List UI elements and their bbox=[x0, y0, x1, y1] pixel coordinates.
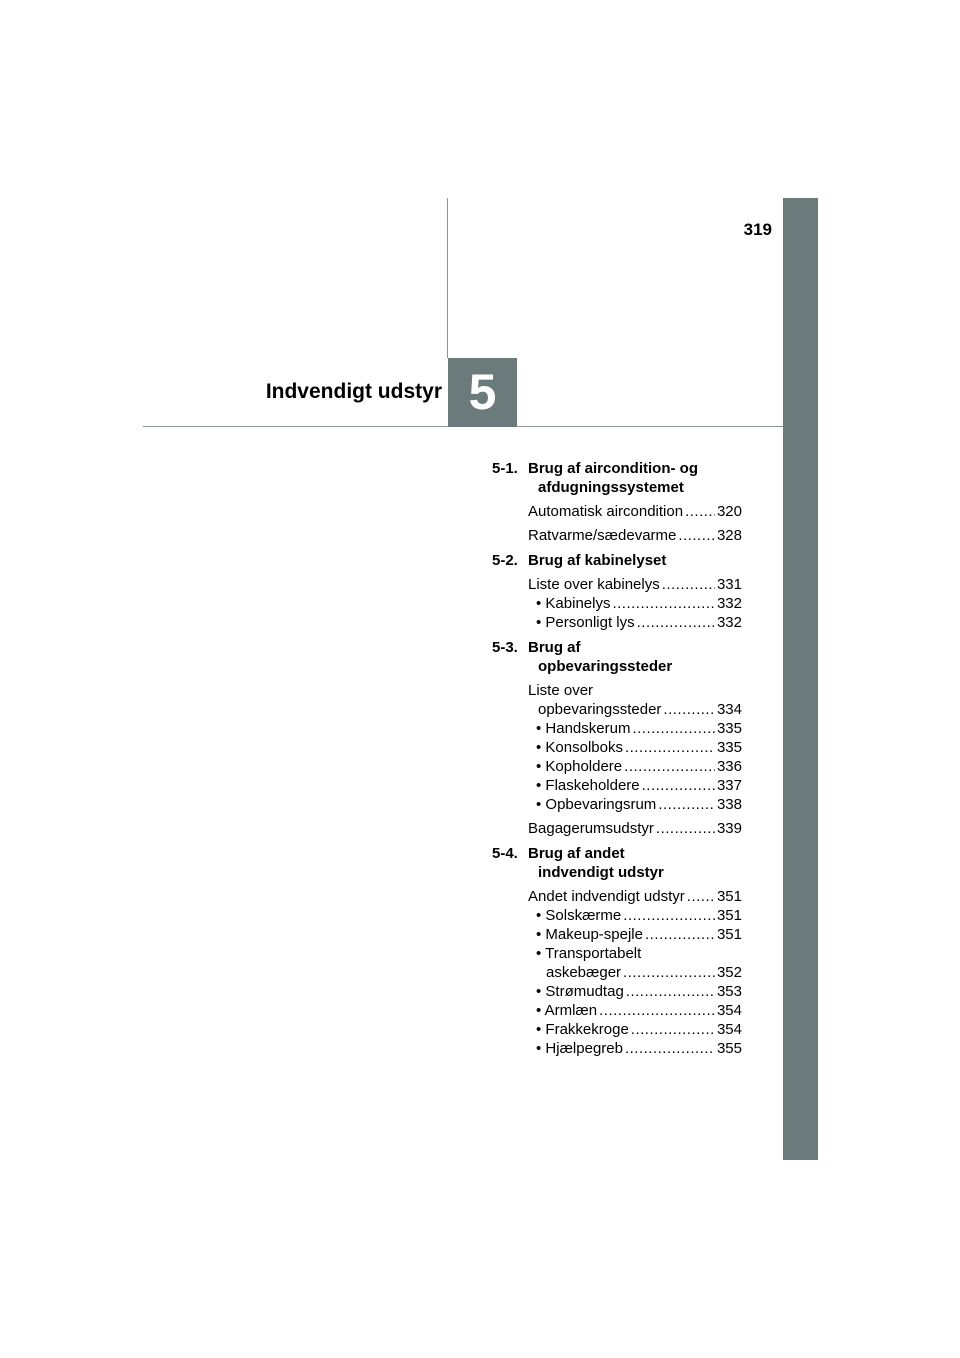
section-number: 5-4. bbox=[492, 845, 518, 862]
entry-text: • Hjælpegreb bbox=[536, 1040, 623, 1057]
entry-text: • Kopholdere bbox=[536, 758, 623, 775]
toc-subentry[interactable] bbox=[528, 594, 742, 613]
page-number: 319 bbox=[743, 220, 772, 239]
entry-page-number: 335 bbox=[716, 720, 742, 737]
entry-text: Ratvarme/sædevarme bbox=[528, 527, 677, 544]
dot-leader bbox=[631, 1020, 715, 1039]
entry-text: • Makeup-spejle bbox=[536, 926, 643, 943]
entry-page-number: 339 bbox=[716, 820, 742, 837]
toc-subentry[interactable] bbox=[528, 982, 742, 1001]
entry-page-number: 351 bbox=[716, 888, 742, 905]
toc-subentry[interactable] bbox=[528, 925, 742, 944]
entry-text: • Flaskeholdere bbox=[536, 777, 640, 794]
dot-leader bbox=[599, 1001, 715, 1020]
dot-leader bbox=[685, 502, 715, 521]
entry-page-number: 328 bbox=[716, 527, 742, 544]
toc-subentry[interactable] bbox=[528, 738, 742, 757]
section-number: 5-2. bbox=[492, 552, 518, 569]
dot-leader bbox=[645, 925, 715, 944]
dot-leader bbox=[658, 795, 715, 814]
entry-page-number: 351 bbox=[716, 907, 742, 924]
entry-text: • Kabinelys bbox=[536, 595, 611, 612]
entry-text: • Frakkekroge bbox=[536, 1021, 629, 1038]
toc-subentry[interactable] bbox=[528, 1020, 742, 1039]
entry-page-number: 351 bbox=[716, 926, 742, 943]
entry-page-number: 320 bbox=[716, 503, 742, 520]
toc-subentry[interactable] bbox=[528, 944, 742, 982]
entry-page-number: 336 bbox=[716, 758, 742, 775]
entry-text: • Handskerum bbox=[536, 720, 631, 737]
entry-text: Liste over kabinelys bbox=[528, 576, 660, 593]
entry-page-number: 331 bbox=[716, 576, 742, 593]
dot-leader bbox=[626, 982, 715, 1001]
entry-text-line: Liste over bbox=[528, 682, 594, 699]
toc-entry[interactable] bbox=[528, 819, 742, 838]
entry-page-number: 355 bbox=[716, 1040, 742, 1057]
entry-page-number: 334 bbox=[716, 701, 742, 718]
toc-subentry[interactable] bbox=[528, 613, 742, 632]
dot-leader bbox=[623, 963, 715, 982]
dot-leader bbox=[678, 526, 715, 545]
entry-text: Bagagerumsudstyr bbox=[528, 820, 654, 837]
section-title: afdugningssystemet bbox=[538, 479, 684, 496]
vertical-rule bbox=[447, 198, 448, 358]
section-title: Brug af bbox=[528, 639, 581, 656]
chapter-number-box: 5 bbox=[448, 358, 517, 427]
entry-page-number: 352 bbox=[716, 964, 742, 981]
toc-subentry[interactable] bbox=[528, 906, 742, 925]
entry-page-number: 335 bbox=[716, 739, 742, 756]
entry-text: • Solskærme bbox=[536, 907, 622, 924]
section-title: indvendigt udstyr bbox=[538, 864, 664, 881]
toc-section bbox=[492, 459, 742, 545]
entry-text: • Personligt lys bbox=[536, 614, 635, 631]
chapter-title: Indvendigt udstyr bbox=[265, 380, 442, 403]
section-title: Brug af kabinelyset bbox=[528, 552, 667, 569]
toc-subentry[interactable] bbox=[528, 1039, 742, 1058]
toc-subentry[interactable] bbox=[528, 719, 742, 738]
toc-subentry[interactable] bbox=[528, 795, 742, 814]
entry-page-number: 338 bbox=[716, 796, 742, 813]
dot-leader bbox=[623, 906, 715, 925]
entry-text: • Konsolboks bbox=[536, 739, 623, 756]
entry-text: opbevaringssteder bbox=[538, 701, 662, 718]
entry-text: • Opbevaringsrum bbox=[536, 796, 657, 813]
dot-leader bbox=[624, 757, 715, 776]
entry-page-number: 332 bbox=[716, 595, 742, 612]
toc-section bbox=[492, 844, 742, 1058]
dot-leader bbox=[656, 819, 715, 838]
entry-text: Andet indvendigt udstyr bbox=[528, 888, 685, 905]
dot-leader bbox=[642, 776, 715, 795]
dot-leader bbox=[637, 613, 715, 632]
side-chapter-tab bbox=[783, 198, 818, 1160]
dot-leader bbox=[632, 719, 715, 738]
dot-leader bbox=[612, 594, 715, 613]
entry-page-number: 353 bbox=[716, 983, 742, 1000]
toc-section bbox=[492, 638, 742, 838]
dot-leader bbox=[687, 887, 715, 906]
entry-text: • Strømudtag bbox=[536, 983, 624, 1000]
entry-page-number: 332 bbox=[716, 614, 742, 631]
toc-subentry[interactable] bbox=[528, 1001, 742, 1020]
toc-subentry[interactable] bbox=[528, 757, 742, 776]
entry-text: askebæger bbox=[546, 964, 622, 981]
section-title: Brug af aircondition- og bbox=[528, 460, 698, 477]
section-number: 5-3. bbox=[492, 639, 518, 656]
entry-page-number: 337 bbox=[716, 777, 742, 794]
dot-leader bbox=[625, 1039, 715, 1058]
entry-text: Automatisk aircondition bbox=[528, 503, 684, 520]
section-number: 5-1. bbox=[492, 460, 518, 477]
section-title: opbevaringssteder bbox=[538, 658, 673, 675]
toc-entry[interactable] bbox=[528, 887, 742, 906]
entry-page-number: 354 bbox=[716, 1021, 742, 1038]
toc-entry[interactable] bbox=[528, 681, 742, 719]
entry-text: • Armlæn bbox=[536, 1002, 598, 1019]
entry-text-line: • Transportabelt bbox=[536, 945, 642, 962]
toc-entry[interactable] bbox=[528, 502, 742, 521]
toc-entry[interactable] bbox=[528, 575, 742, 594]
dot-leader bbox=[663, 700, 715, 719]
toc-entry[interactable] bbox=[528, 526, 742, 545]
toc-section bbox=[492, 551, 742, 632]
entry-page-number: 354 bbox=[716, 1002, 742, 1019]
table-of-contents bbox=[492, 459, 742, 1064]
dot-leader bbox=[662, 575, 715, 594]
dot-leader bbox=[625, 738, 715, 757]
section-title: Brug af andet bbox=[528, 845, 625, 862]
toc-subentry[interactable] bbox=[528, 776, 742, 795]
